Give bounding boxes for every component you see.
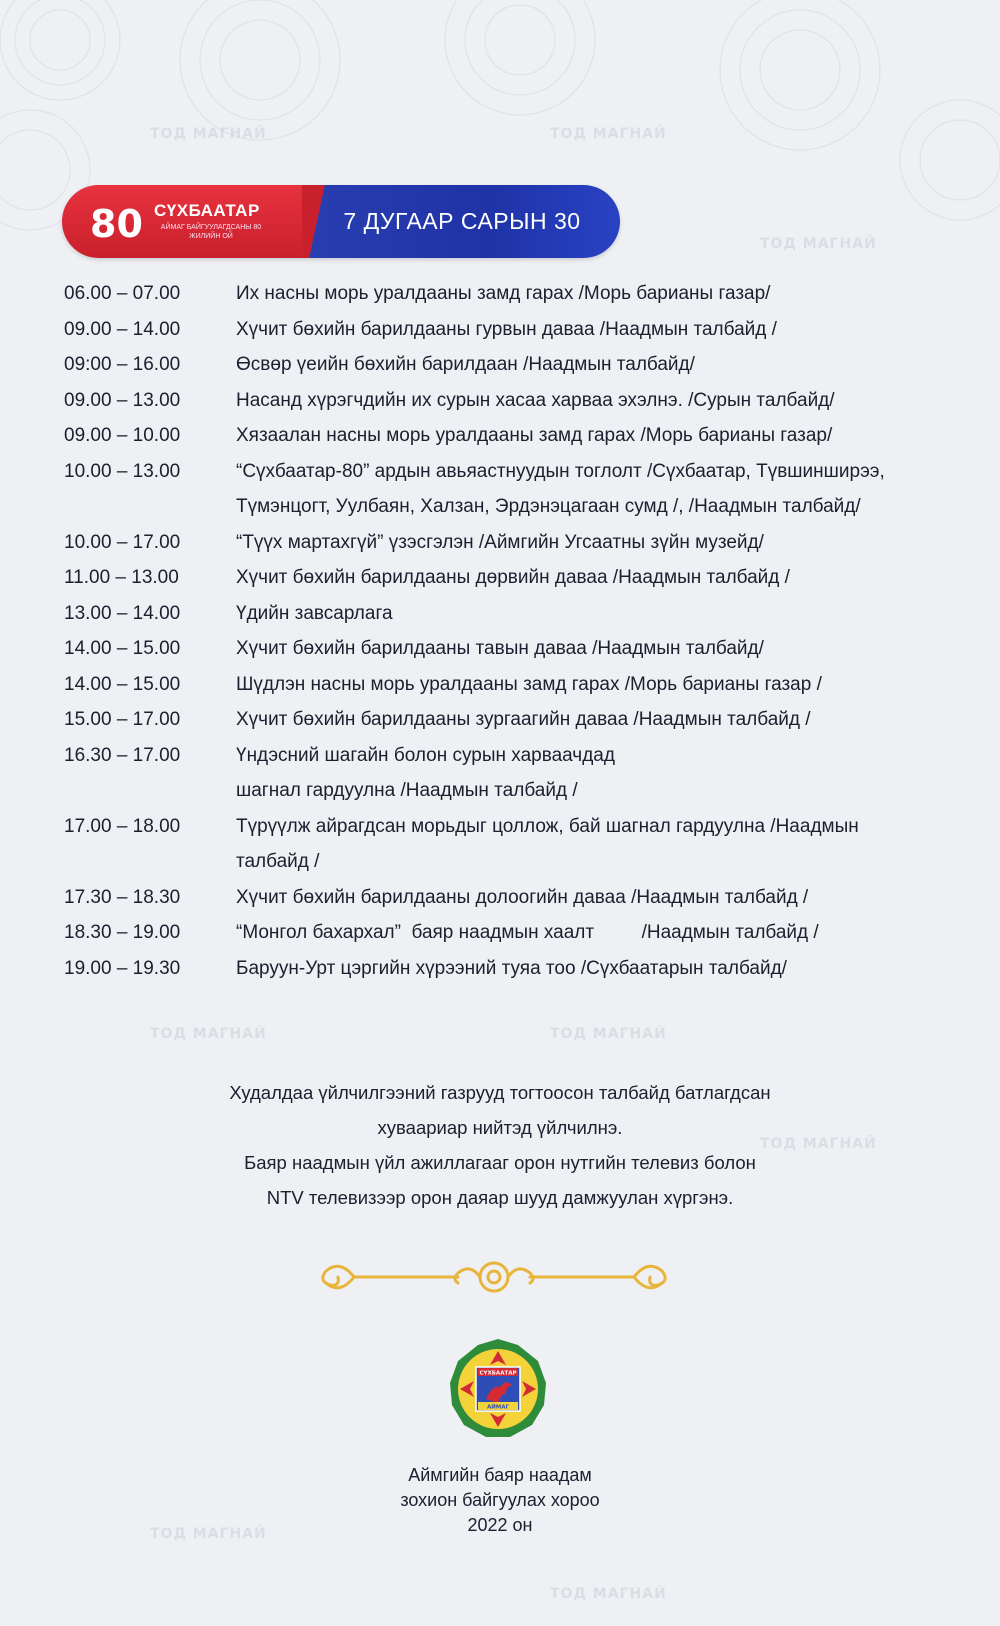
schedule-row — [64, 347, 964, 383]
schedule-row — [64, 667, 964, 703]
logo-title: СҮХБААТАР — [154, 201, 260, 220]
schedule-event: Түрүүлж айрагдсан морьдыг цоллож, бай шагнал гардуулна /Наадмын талбайд / — [236, 815, 859, 872]
date-header — [62, 185, 620, 258]
notice-line: Баяр наадмын үйл ажиллагааг орон нутгийн телевиз болон — [244, 1152, 756, 1173]
schedule-event: Өсвөр үеийн бөхийн барилдаан /Наадмын талбайд/ — [236, 354, 695, 375]
schedule-time: 18.30 – 19.00 — [64, 922, 181, 943]
schedule-event: Хүчит бөхийн барилдааны тавын даваа /Наадмын талбайд/ — [236, 638, 764, 659]
schedule-row — [64, 383, 964, 419]
notice-line: NTV телевизээр орон даяар шууд дамжуулан хүргэнэ. — [266, 1187, 734, 1208]
schedule-event: “Түүх мартахгүй” үзэсгэлэн /Аймгийн Угсаатны зүйн музейд/ — [236, 531, 764, 553]
schedule-time: 09.00 – 13.00 — [64, 389, 181, 411]
schedule-event: Хүчит бөхийн барилдааны долоогийн даваа /Наадмын талбайд / — [236, 886, 809, 908]
anniversary-80-logo — [90, 197, 160, 247]
schedule-time: 09.00 – 10.00 — [64, 425, 181, 446]
schedule-time: 10.00 – 17.00 — [64, 531, 181, 553]
schedule-time: 19.00 – 19.30 — [64, 957, 181, 979]
schedule-event: “Сүхбаатар-80” ардын авьяастнуудын тоглолт /Сүхбаатар, Түвшинширээ, Түмэнцогт, Уулбаян, Халзан, Эрдэнэцагаан сумд /, /Наадмын талбайд/ — [236, 460, 885, 517]
schedule-time: 06.00 – 07.00 — [64, 283, 181, 304]
schedule-row — [64, 560, 964, 596]
schedule-row — [64, 915, 964, 951]
organizer-footer — [0, 1463, 1000, 1538]
schedule-event: Үндэсний шагайн болон сурын харваачдад шагнал гардуулна /Наадмын талбайд / — [236, 744, 615, 801]
aimag-emblem — [446, 1337, 550, 1441]
schedule-event: Үдийн завсарлага — [236, 602, 393, 624]
schedule-time: 14.00 – 15.00 — [64, 638, 181, 659]
schedule-event: Хүчит бөхийн барилдааны зургаагийн даваа /Наадмын талбайд / — [236, 709, 811, 730]
schedule-list — [64, 276, 964, 986]
schedule-time: 17.00 – 18.00 — [64, 815, 181, 837]
schedule-time: 17.30 – 18.30 — [64, 886, 181, 908]
schedule-row — [64, 525, 964, 561]
schedule-event: Баруун-Урт цэргийн хүрээний туяа тоо /Сүхбаатарын талбайд/ — [236, 957, 787, 979]
notice-line: хуваариар нийтэд үйлчилнэ. — [377, 1117, 623, 1138]
watermark: ТОД МАГНАЙ — [550, 1026, 667, 1042]
schedule-row — [64, 418, 964, 454]
watermark: ТОД МАГНАЙ — [760, 236, 877, 252]
watermark: ТОД МАГНАЙ — [150, 1526, 267, 1542]
footer-line: Аймгийн баяр наадам — [408, 1465, 592, 1485]
schedule-event: Насанд хүрэгчдийн их сурын хасаа харваа эхэлнэ. /Сурын талбайд/ — [236, 389, 835, 411]
notice-text — [0, 1075, 1000, 1215]
watermark: ТОД МАГНАЙ — [550, 1586, 667, 1602]
schedule-event: Шүдлэн насны морь уралдааны замд гарах /Морь барианы газар / — [236, 673, 822, 695]
watermark: ТОД МАГНАЙ — [150, 1026, 267, 1042]
watermark: ТОД МАГНАЙ — [550, 126, 667, 142]
footer-year: 2022 он — [467, 1515, 533, 1535]
schedule-row — [64, 738, 964, 809]
schedule-row — [64, 951, 964, 987]
schedule-event: Хүчит бөхийн барилдааны гурвын даваа /Наадмын талбайд / — [236, 318, 777, 340]
schedule-row — [64, 596, 964, 632]
schedule-row — [64, 454, 964, 525]
schedule-time: 11.00 – 13.00 — [64, 567, 179, 588]
schedule-row — [64, 631, 964, 667]
schedule-row — [64, 312, 964, 348]
watermark: ТОД МАГНАЙ — [760, 1136, 877, 1152]
svg-text:80: 80 — [90, 202, 143, 246]
footer-line: зохион байгуулах хороо — [400, 1490, 600, 1510]
schedule-row — [64, 702, 964, 738]
watermark: ТОД МАГНАЙ — [150, 126, 267, 142]
schedule-row — [64, 809, 964, 880]
logo-subtitle: АЙМАГ БАЙГУУЛАГДСАНЫ 80 ЖИЛИЙН ОЙ — [160, 224, 262, 240]
notice-line: Худалдаа үйлчилгээний газрууд тогтоосон талбайд батлагдсан — [229, 1082, 771, 1103]
svg-text:АЙМАГ: АЙМАГ — [486, 1404, 510, 1411]
schedule-row — [64, 276, 964, 312]
schedule-time: 09:00 – 16.00 — [64, 354, 181, 375]
schedule-event: “Монгол бахархал” баяр наадмын хаалт /Наадмын талбайд / — [236, 922, 819, 943]
schedule-time: 14.00 – 15.00 — [64, 673, 181, 695]
schedule-row — [64, 880, 964, 916]
schedule-time: 15.00 – 17.00 — [64, 709, 181, 730]
schedule-event: Их насны морь уралдааны замд гарах /Морь барианы газар/ — [236, 283, 771, 304]
schedule-time: 09.00 – 14.00 — [64, 318, 181, 340]
schedule-time: 10.00 – 13.00 — [64, 460, 181, 482]
schedule-time: 16.30 – 17.00 — [64, 744, 181, 766]
gold-ornament-divider — [318, 1254, 670, 1300]
schedule-event: Хязаалан насны морь уралдааны замд гарах /Морь барианы газар/ — [236, 425, 833, 446]
header-date: 7 ДУГААР САРЫН 30 — [343, 208, 581, 234]
svg-text:СҮХБААТАР: СҮХБААТАР — [479, 1370, 517, 1377]
schedule-time: 13.00 – 14.00 — [64, 602, 181, 624]
schedule-event: Хүчит бөхийн барилдааны дөрвийн даваа /Наадмын талбайд / — [236, 567, 790, 588]
